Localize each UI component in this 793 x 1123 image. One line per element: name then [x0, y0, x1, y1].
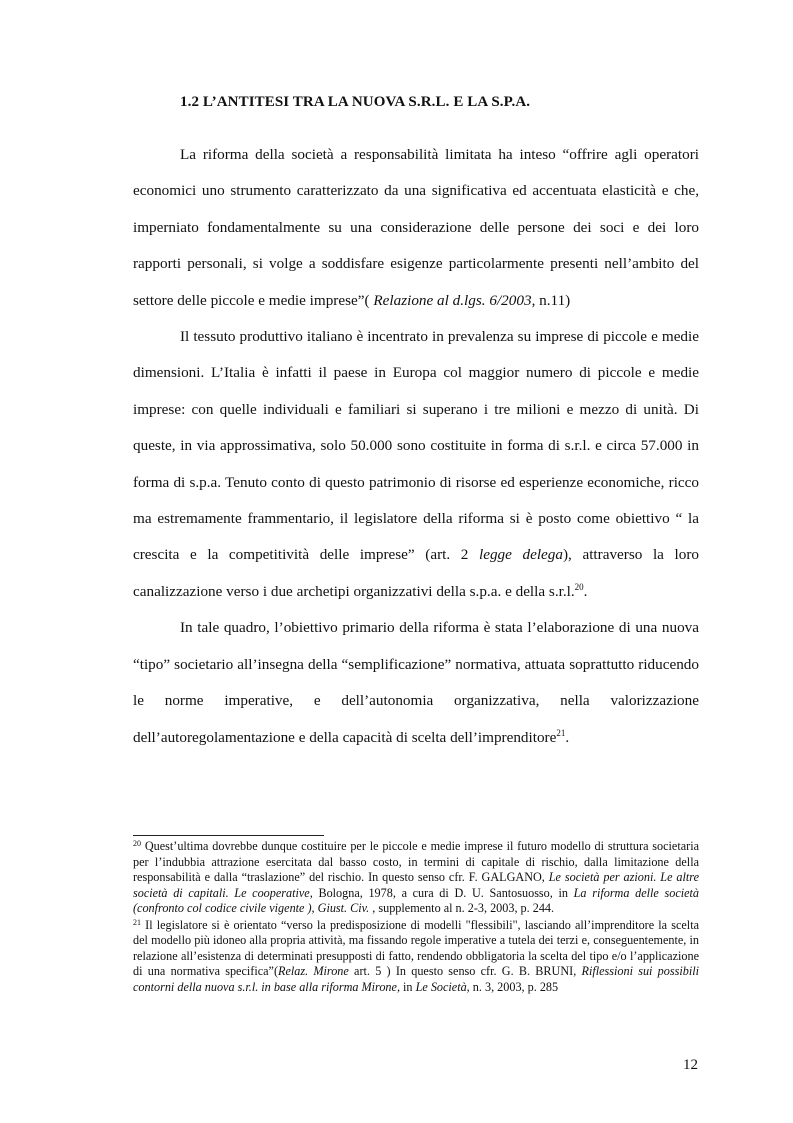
footnote-citation: Relaz. Mirone [278, 964, 349, 978]
citation: legge delega [478, 546, 563, 564]
footnote-text: in [400, 979, 416, 994]
footnote-text: , supplemento al n. 2-3, 2003, p. 244. [369, 901, 555, 915]
footnote-citation: Riflessioni sui possibili contorni della nuova s.r.l. in base alla riforma Mirone, [133, 964, 699, 994]
section-heading: 1.2 L’ANTITESI TRA LA NUOVA S.R.L. E LA S.P.A. [180, 94, 531, 110]
paragraph-text: . [583, 582, 588, 600]
paragraph-1 [133, 137, 699, 319]
footnote-20 [133, 839, 699, 917]
paragraph-text: La riforma della società a responsabilità limitata ha inteso “offrire agli operatori economici uno strumento caratterizzato da una significativa ed accentuata elasticità e che, imperniato fondamentalmente su una considerazione delle persone dei soci e dei loro rapporti personali, si volge a soddisfare esigenze particolarmente presenti nell’ambito del settore delle piccole e medie imprese”( [133, 146, 699, 309]
footnotes [133, 839, 699, 995]
paragraph-text: Il tessuto produttivo italiano è incentrato in prevalenza su imprese di piccole e medie dimensioni. L’Italia è infatti il paese in Europa col maggior numero di piccole e medie imprese: con quelle individuali e familiari si superano i tre milioni e mezzo di unità. Di queste, in via approssimativa, solo 50.000 sono costituite in forma di s.r.l. e circa 57.000 in forma di s.p.a. Tenuto conto di questo patrimonio di risorse ed esperienze economiche, ricco ma estremamente frammentario, il legislatore della riforma si è posto come obiettivo “ la crescita e la competitività delle imprese” (art. 2 [133, 328, 699, 564]
footnote-text: Il legislatore si è orientato “verso la predisposizione di modelli "flessibili", lasciando all’imprenditore la scelta del modello più idoneo alla propria attività, ma fissando regole imperative a tutela dei terzi e, conseguentemente, in relazione all’esistenza di determinati presupposti di fatto, rendendo obbligatoria la scelta del tipo e/o l’applicazione di una normativa specifica”( [133, 917, 699, 978]
footnote-text: n. 3, 2003, p. 285 [469, 979, 559, 994]
footnote-citation: La riforma delle società (confronto col codice civile vigente ), Giust. Civ. [133, 885, 700, 915]
footnote-text: Quest’ultima dovrebbe dunque costituire per le piccole e medie imprese il futuro modello di struttura societaria per l’indubbia attrazione esercitata dal basso costo, in termini di capitale di rischio, dalla limitazione della responsabilità e dalla “traslazione” del rischio. In questo senso cfr. F. GALGANO, [133, 839, 699, 884]
footnote-text: art. 5 ) In questo senso cfr. G. B. BRUNI, [348, 964, 582, 978]
footnote-number: 20 [133, 839, 141, 848]
footnote-ref-20[interactable]: 20 [574, 581, 584, 592]
paragraph-text: , n.11) [531, 291, 571, 309]
footnote-ref-21[interactable]: 21 [556, 727, 566, 738]
body-text [133, 137, 699, 756]
footnote-text: , Bologna, 1978, a cura di D. U. Santosuosso, in [309, 885, 574, 900]
paragraph-text: . [565, 728, 570, 746]
paragraph-text: In tale quadro, l’obiettivo primario della riforma è stata l’elaborazione di una nuova “tipo” societario all’insegna della “semplificazione” normativa, attuata soprattutto riducendo le norme imperative, e dell’autonomia organizzativa, nella valorizzazione dell’autoregolamentazione e della capacità di scelta dell’imprenditore [133, 619, 699, 746]
footnote-citation: Le società per azioni. Le altre società di capitali. Le cooperative [133, 870, 699, 900]
paragraph-3 [133, 610, 699, 756]
footnote-21 [133, 918, 699, 996]
footnote-number: 21 [133, 917, 141, 927]
paragraph-2 [133, 319, 699, 610]
footnote-separator [133, 835, 324, 836]
page-number: 12 [683, 1057, 698, 1073]
paragraph-text: ), attraverso la loro canalizzazione verso i due archetipi organizzativi della s.p.a. e della s.r.l. [133, 546, 700, 600]
citation: Relazione al d.lgs. 6/2003 [373, 291, 532, 309]
footnote-citation: Le Società, [415, 979, 470, 994]
